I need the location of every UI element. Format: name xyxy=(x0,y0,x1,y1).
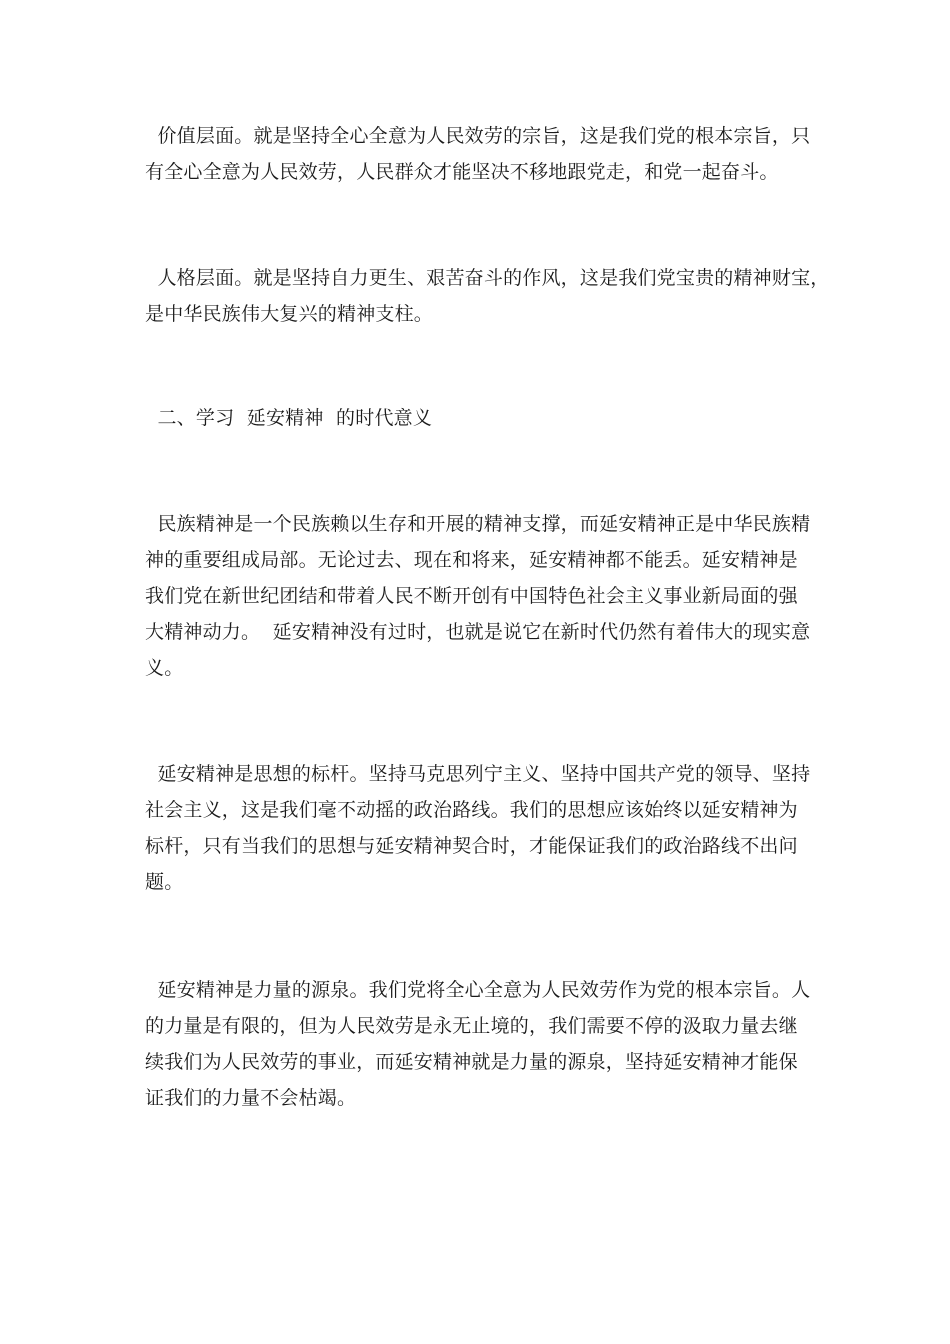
heading-text: 二、学习 延安精神 的时代意义 xyxy=(145,407,433,429)
paragraph-ideological-benchmark xyxy=(145,756,815,900)
paragraph-value-level xyxy=(145,118,815,190)
text-line: 的力量是有限的，但为人民效劳是永无止境的，我们需要不停的汲取力量去继 xyxy=(145,1015,798,1037)
text-line: 延安精神是力量的源泉。我们党将全心全意为人民效劳作为党的根本宗旨。人 xyxy=(145,979,811,1001)
text-line: 社会主义，这是我们毫不动摇的政治路线。我们的思想应该始终以延安精神为 xyxy=(145,799,798,821)
text-line: 神的重要组成局部。无论过去、现在和将来，延安精神都不能丢。延安精神是 xyxy=(145,549,798,571)
paragraph-source-of-strength xyxy=(145,972,815,1116)
text-line: 价值层面。就是坚持全心全意为人民效劳的宗旨，这是我们党的根本宗旨，只 xyxy=(145,125,811,147)
text-line: 标杆，只有当我们的思想与延安精神契合时，才能保证我们的政治路线不出问 xyxy=(145,835,798,857)
text-line: 人格层面。就是坚持自力更生、艰苦奋斗的作风，这是我们党宝贵的精神财宝， xyxy=(145,267,830,289)
paragraph-national-spirit xyxy=(145,506,815,686)
text-line: 民族精神是一个民族赖以生存和开展的精神支撑，而延安精神正是中华民族精 xyxy=(145,513,811,535)
paragraph-character-level xyxy=(145,260,830,332)
text-line: 延安精神是思想的标杆。坚持马克思列宁主义、坚持中国共产党的领导、坚持 xyxy=(145,763,811,785)
text-line: 大精神动力。 延安精神没有过时，也就是说它在新时代仍然有着伟大的现实意 xyxy=(145,621,811,643)
text-line: 我们党在新世纪团结和带着人民不断开创有中国特色社会主义事业新局面的强 xyxy=(145,585,798,607)
section-heading xyxy=(145,400,815,436)
text-line: 义。 xyxy=(145,657,184,679)
text-line: 续我们为人民效劳的事业，而延安精神就是力量的源泉，坚持延安精神才能保 xyxy=(145,1051,798,1073)
text-line: 题。 xyxy=(145,871,184,893)
text-line: 是中华民族伟大复兴的精神支柱。 xyxy=(145,303,434,325)
text-line: 有全心全意为人民效劳，人民群众才能坚决不移地跟党走，和党一起奋斗。 xyxy=(145,161,779,183)
text-line: 证我们的力量不会枯竭。 xyxy=(145,1087,357,1109)
